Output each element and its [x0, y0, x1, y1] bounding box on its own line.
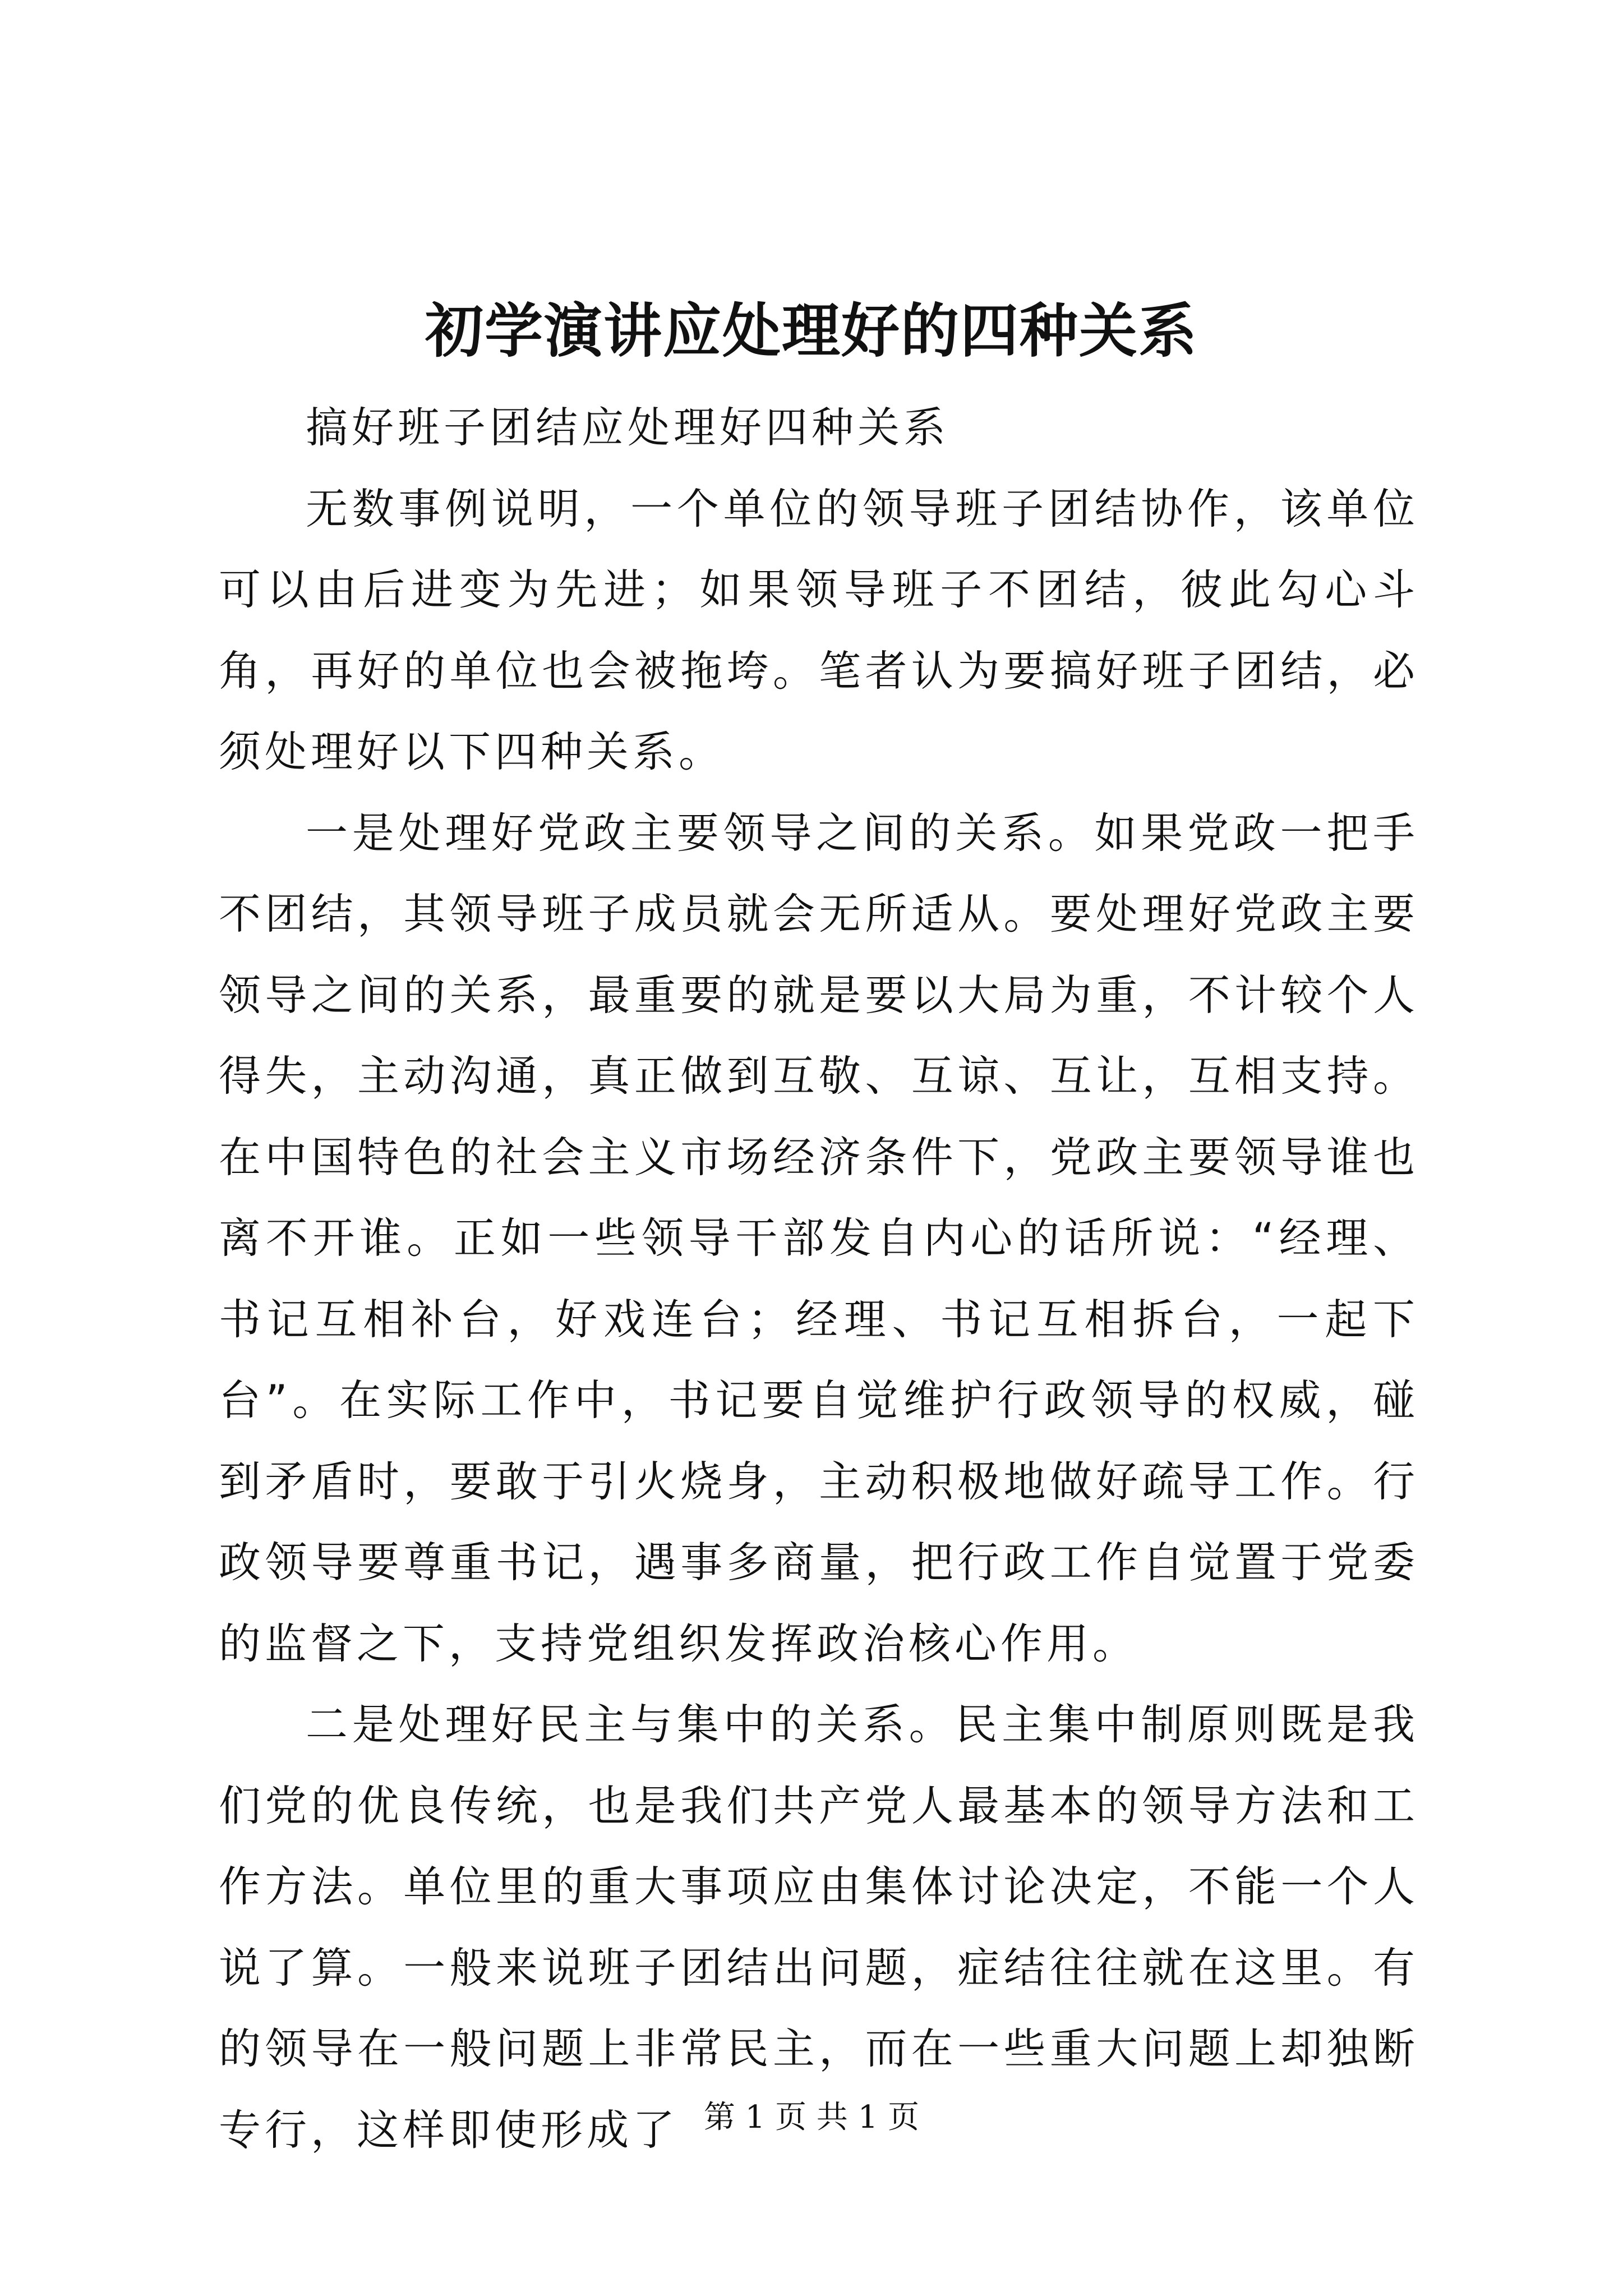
paragraph-intro: 无数事例说明，一个单位的领导班子团结协作，该单位可以由后进变为先进；如果领导班子不团结，彼此勾心斗角，再好的单位也会被拖垮。笔者认为要搞好班子团结，必须处理好以下四种关系。 — [219, 484, 1419, 776]
paragraph-subtitle: 搞好班子团结应处理好四种关系 — [306, 403, 950, 452]
document-title: 初学演讲应处理好的四种关系 — [425, 296, 1198, 365]
document-body — [219, 387, 1419, 2170]
paragraph-first-relation: 一是处理好党政主要领导之间的关系。如果党政一把手不团结，其领导班子成员就会无所适从。要处理好党政主要领导之间的关系，最重要的就是要以大局为重，不计较个人得失，主动沟通，真正做到互敬、互谅、互让，互相支持。在中国特色的社会主义市场经济条件下，党政主要领导谁也离不开谁。正如一些领导干部发自内心的话所说：“经理、书记互相补台，好戏连台；经理、书记互相拆台，一起下台”。在实际工作中，书记要自觉维护行政领导的权威，碰到矛盾时，要敢于引火烧身，主动积极地做好疏导工作。行政领导要尊重书记，遇事多商量，把行政工作自觉置于党委的监督之下，支持党组织发挥政治核心作用。 — [219, 808, 1419, 1668]
page-footer: 第 1 页 共 1 页 — [703, 2099, 920, 2136]
paragraph-second-relation: 二是处理好民主与集中的关系。民主集中制原则既是我们党的优良传统，也是我们共产党人最基本的领导方法和工作方法。单位里的重大事项应由集体讨论决定，不能一个人说了算。一般来说班子团结出问题，症结往往就在这里。有的领导在一般问题上非常民主，而在一些重大问题上却独断专行，这样即使形成了 — [219, 1700, 1419, 2155]
